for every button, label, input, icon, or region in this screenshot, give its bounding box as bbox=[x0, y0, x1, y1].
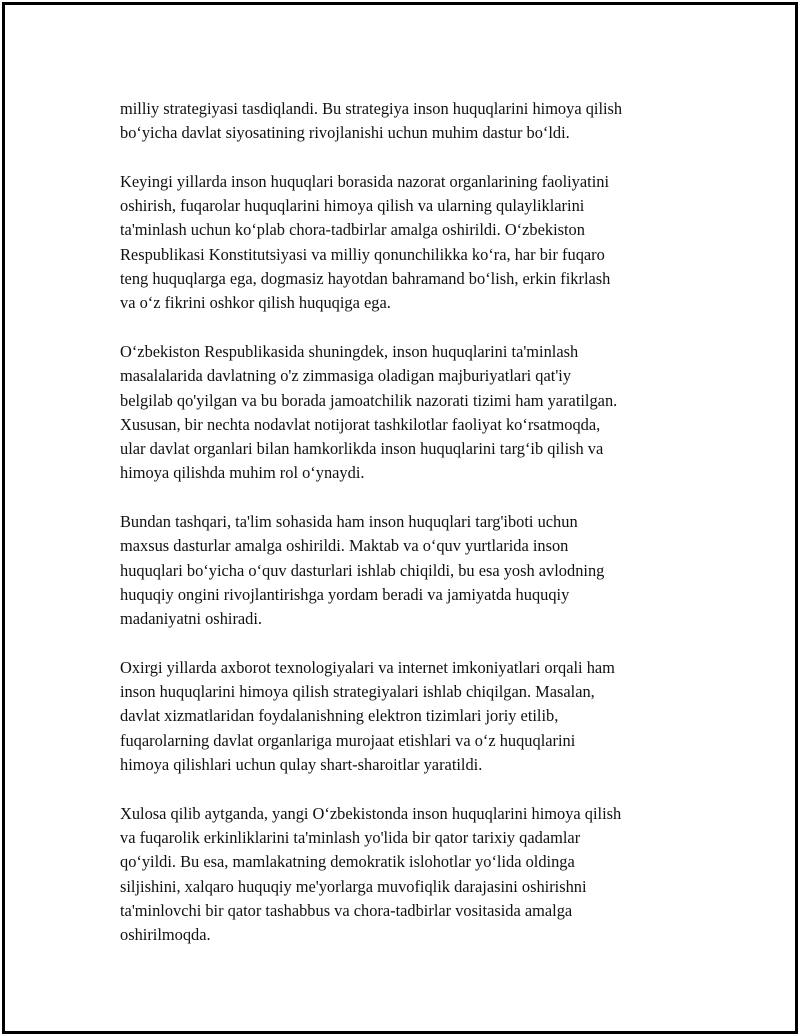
page-frame bbox=[2, 2, 798, 1034]
paragraph-conclusion: Xulosa qilib aytganda, yangi O‘zbekistonda inson huquqlarini himoya qilish va fuqarolik erkinliklarini ta'minlash yo'lida bir qator tarixiy qadamlar qo‘yildi. Bu esa, mamlakatning demokratik islohotlar yo‘lida oldinga siljishini, xalqaro huquqiy me'yorlarga muvofiqlik darajasini oshirishni ta'minlovchi bir qator tashabbus va chora-tadbirlar vositasida amalga oshirilmoqda. bbox=[120, 803, 622, 945]
document-body bbox=[120, 97, 700, 972]
paragraph-education-programs: Bundan tashqari, ta'lim sohasida ham inson huquqlari targ'iboti uchun maxsus dasturlar amalga oshirildi. Maktab va o‘quv yurtlarida inson huquqlari bo‘yicha o‘quv dasturlari ishlab chiqildi, bu esa yosh avlodning huquqiy ongini rivojlantirishga yordam beradi va jamiyatda huquqiy madaniyatni oshiradi. bbox=[120, 512, 605, 629]
paragraph-information-technology: Oxirgi yillarda axborot texnologiyalari va internet imkoniyatlari orqali ham inson huquqlarini himoya qilish strategiyalari ishlab chiqilgan. Masalan, davlat xizmatlaridan foydalanishning elektron tizimlari joriy etilib, fuqarolarning davlat organlariga murojaat etishlari va o‘z huquqlarini himoya qilishlari uchun qulay shart-sharoitlar yaratildi. bbox=[120, 657, 615, 775]
paragraph-strategy-approval: milliy strategiyasi tasdiqlandi. Bu strategiya inson huquqlarini himoya qilish bo‘yicha davlat siyosatining rivojlanishi uchun muhim dastur bo‘ldi. bbox=[120, 99, 623, 143]
paragraph-state-obligations: O‘zbekiston Respublikasida shuningdek, inson huquqlarini ta'minlash masalalarida davlatning o'z zimmasiga oladigan majburiyatlari qat'iy belgilab qo'yilgan va bu borada jamoatchilik nazorati tizimi ham yaratilgan. Xususan, bir nechta nodavlat notijorat tashkilotlar faoliyat ko‘rsatmoqda, ular davlat organlari bilan hamkorlikda inson huquqlarini targ‘ib qilish va himoya qilishda muhim rol o‘ynaydi. bbox=[120, 341, 618, 483]
paragraph-oversight-bodies: Keyingi yillarda inson huquqlari borasida nazorat organlarining faoliyatini oshirish, fuqarolar huquqlarini himoya qilish va ularning qulayliklarini ta'minlash uchun ko‘plab chora-tadbirlar amalga oshirildi. O‘zbekiston Respublikasi Konstitutsiyasi va milliy qonunchilikka ko‘ra, har bir fuqaro teng huquqlarga ega, dogmasiz hayotdan bahramand bo‘lish, erkin fikrlash va o‘z fikrini oshkor qilish huquqiga ega. bbox=[120, 171, 611, 313]
